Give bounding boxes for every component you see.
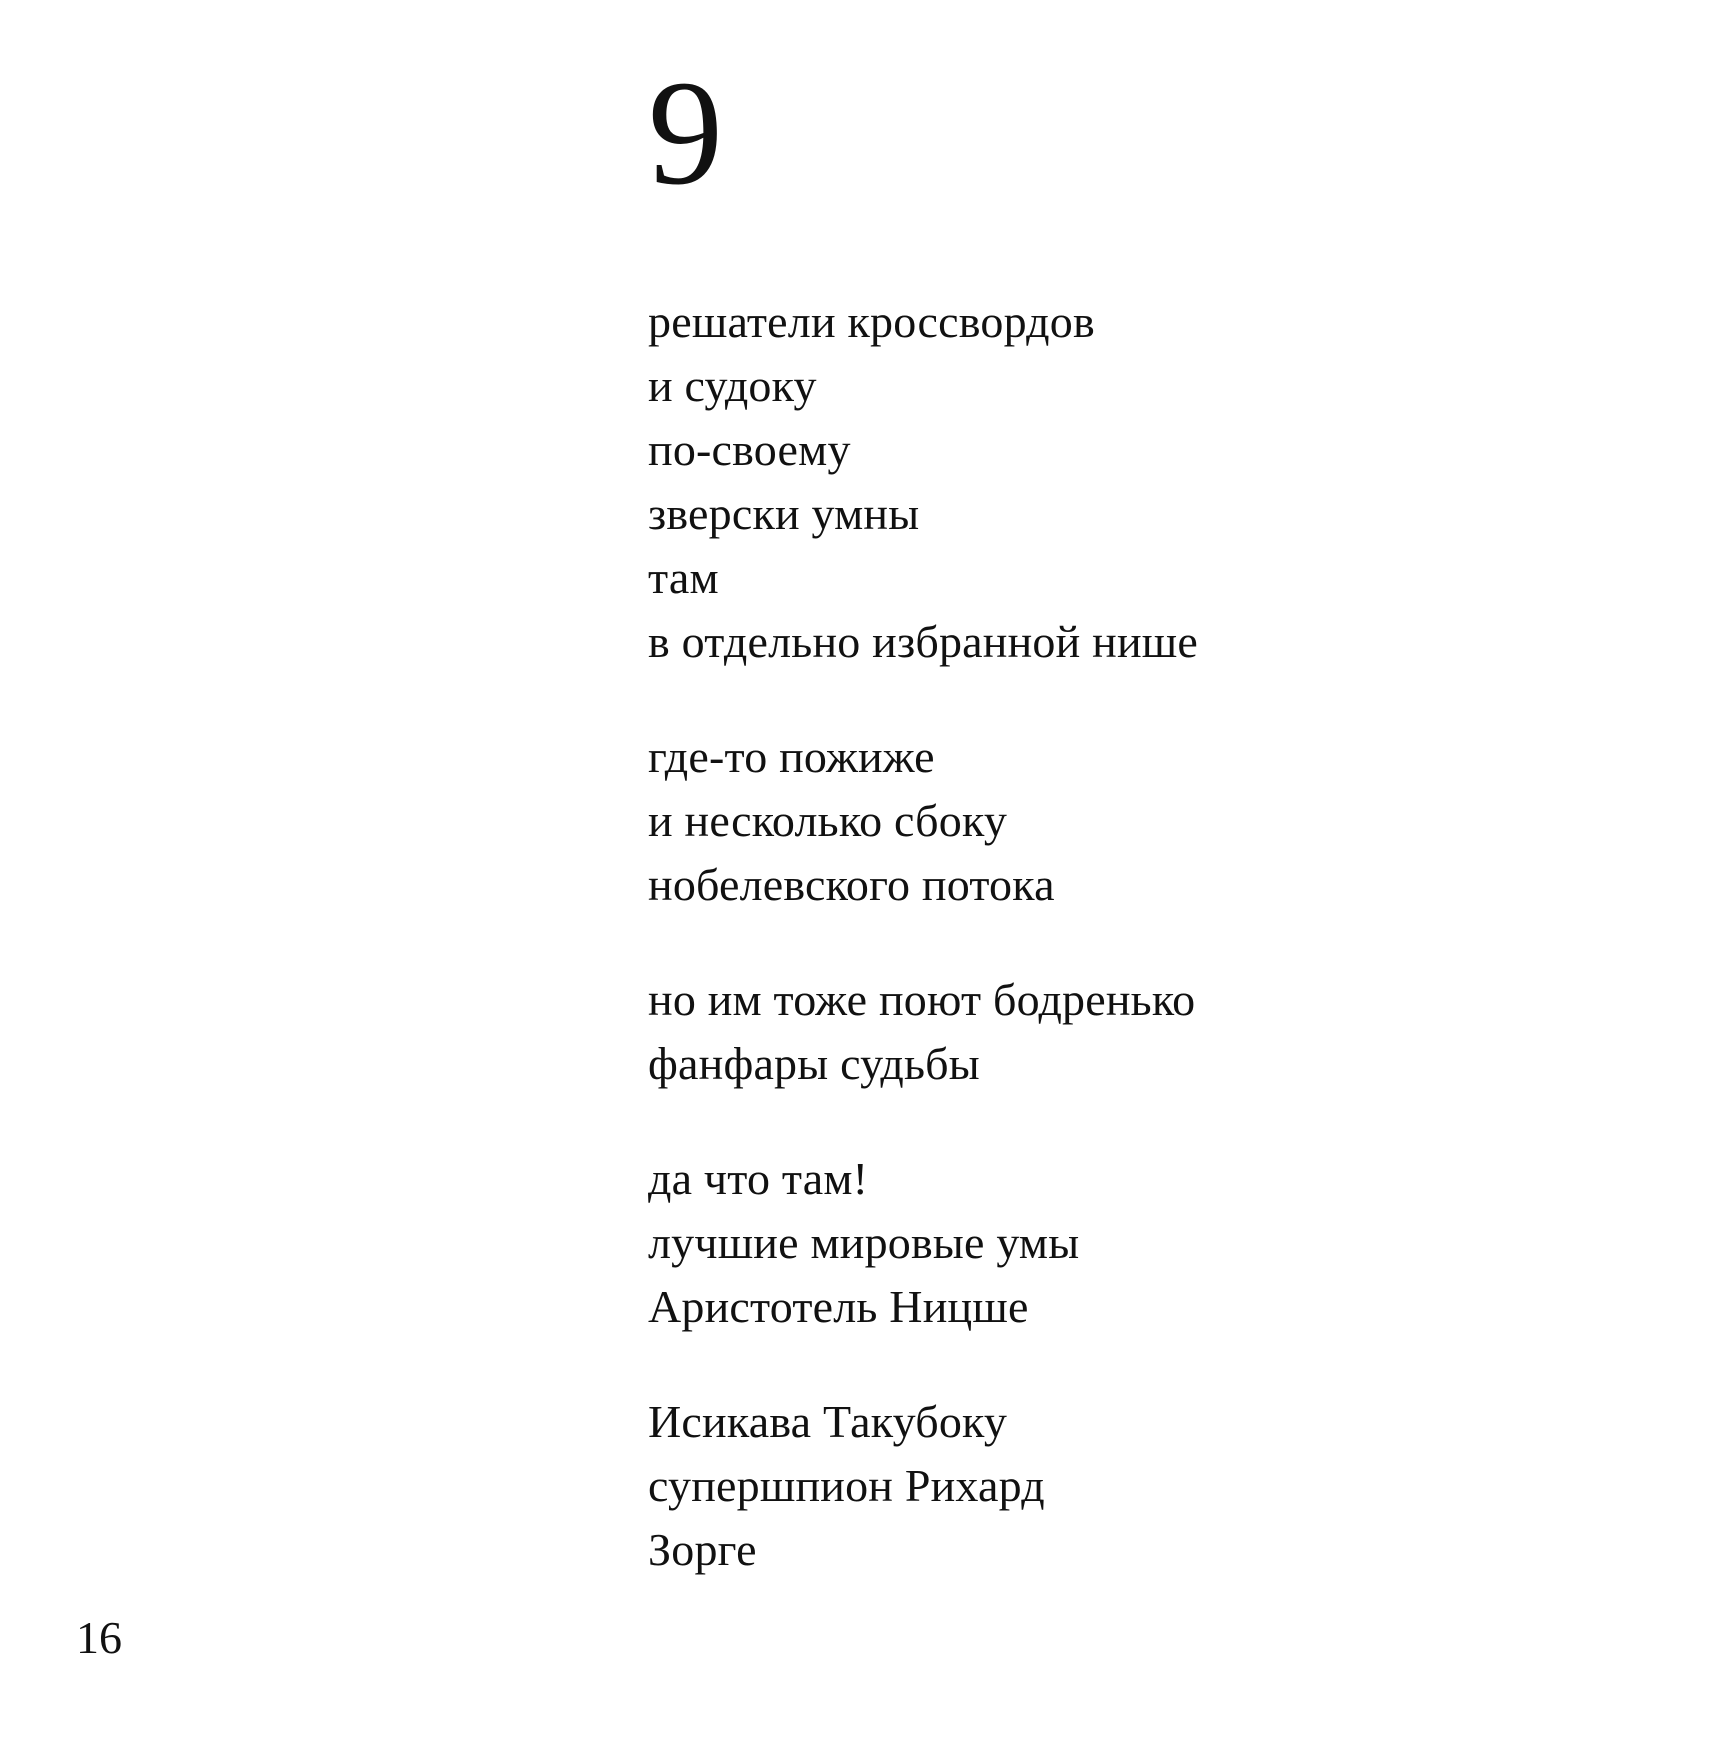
poem-line: и несколько сбоку	[648, 795, 1008, 846]
stanza-3	[648, 968, 1548, 1096]
poem-line: и судоку	[648, 360, 817, 411]
poem-line: нобелевского потока	[648, 859, 1055, 910]
stanza-5	[648, 1390, 1548, 1582]
poem-line: там	[648, 552, 719, 603]
poem-line: по-своему	[648, 424, 851, 475]
poem-line: Аристотель Ницше	[648, 1281, 1029, 1332]
poem-line: Зорге	[648, 1524, 757, 1575]
poem-line: фанфары судьбы	[648, 1038, 980, 1089]
page-number: 16	[76, 1612, 122, 1663]
stanza-1	[648, 290, 1548, 674]
stanza-2	[648, 725, 1548, 917]
poem-line: супершпион Рихард	[648, 1460, 1045, 1511]
poem-line: да что там!	[648, 1153, 869, 1204]
stanza-4	[648, 1147, 1548, 1339]
poem-line: лучшие мировые умы	[648, 1217, 1080, 1268]
poem-line: Исикава Такубоку	[648, 1396, 1008, 1447]
poem-line: в отдельно избранной нише	[648, 616, 1199, 667]
poem-text	[648, 290, 1548, 1633]
poem-line: решатели кроссвордов	[648, 296, 1095, 347]
poem-number: 9	[648, 50, 723, 216]
poem-line: но им тоже поют бодренько	[648, 974, 1196, 1025]
poem-line: зверски умны	[648, 488, 920, 539]
poem-line: где-то пожиже	[648, 731, 935, 782]
